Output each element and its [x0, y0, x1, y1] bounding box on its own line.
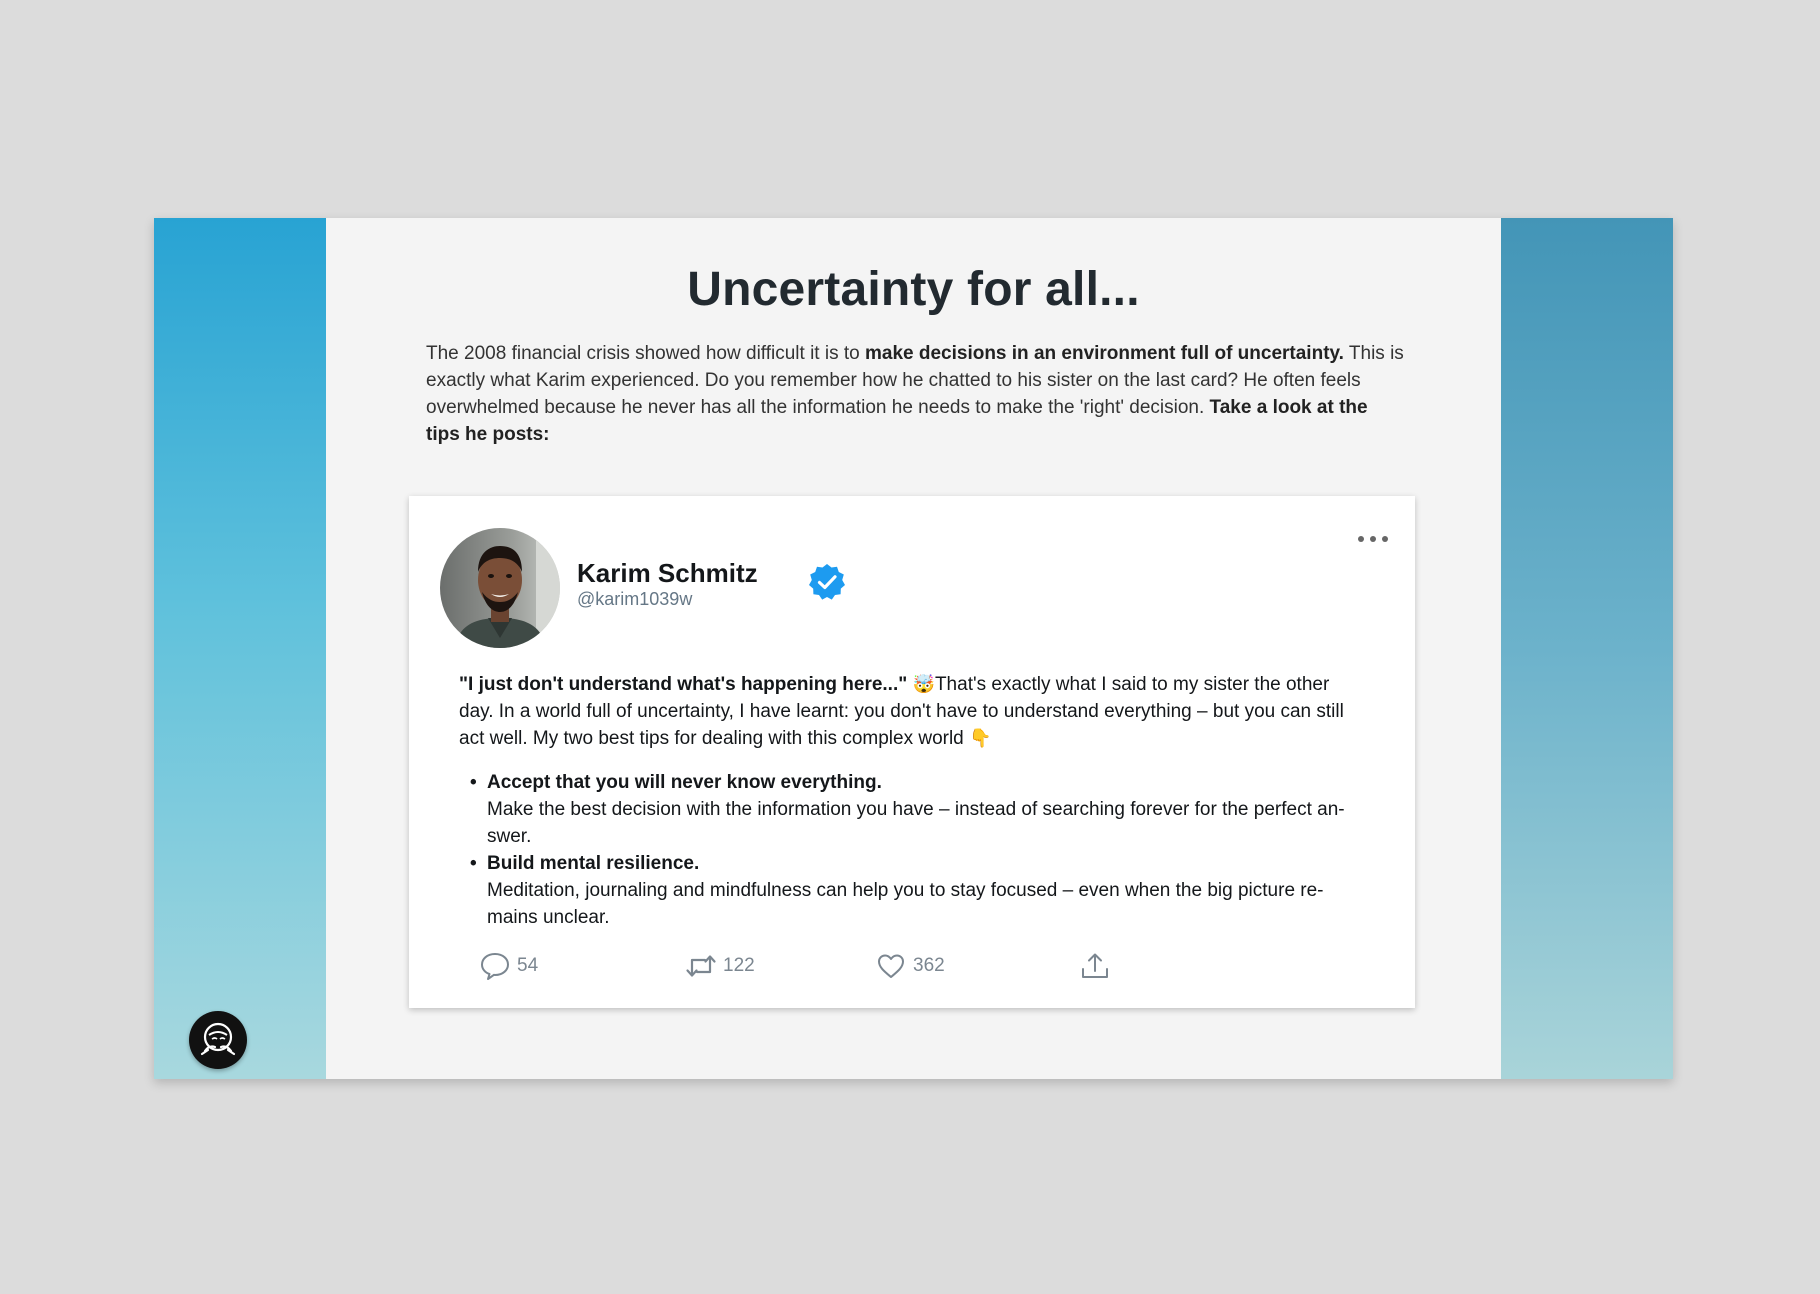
- share-button[interactable]: [1079, 951, 1117, 981]
- tip-text: Meditation, journaling and mindfulness can help you to stay focused – even when the big picture re-mains unclear.: [487, 880, 1324, 928]
- more-options-icon[interactable]: [1355, 532, 1391, 544]
- right-gradient-panel: [1501, 218, 1673, 1079]
- intro-bold-1: make decisions in an environment full of uncertainty.: [864, 343, 1344, 364]
- pointing-down-emoji: 👇: [969, 728, 992, 749]
- tweet-actions: [479, 951, 1179, 981]
- tips-list: [459, 769, 1369, 931]
- slide-frame: [154, 218, 1673, 1079]
- slide-content: [326, 218, 1501, 1079]
- list-item: [487, 850, 1369, 931]
- like-count: 362: [913, 955, 945, 976]
- like-button[interactable]: [875, 951, 945, 981]
- intro-paragraph: [426, 340, 1406, 448]
- tweet-quote: "I just don't understand what's happening here...": [459, 674, 908, 695]
- share-upload-icon: [1079, 951, 1111, 981]
- brand-logo-icon[interactable]: [189, 1011, 247, 1069]
- intro-text-1: The 2008 financial crisis showed how difficult it is to: [426, 343, 865, 364]
- intro-text-2: This is exactly what Karim experienced. Do you remember how he chatted to his sister on the last card? He often feels overwhelmed because he never has all the information he needs to make the 'right' decision.: [426, 343, 1404, 418]
- retweet-button[interactable]: [685, 951, 755, 981]
- comment-bubble-icon: [479, 951, 511, 981]
- tip-title: • Accept that you will never know everything.: [487, 772, 882, 793]
- intro-bold-2: Take a look at the tips he posts:: [426, 397, 1368, 445]
- tip-title: • Build mental resilience.: [487, 853, 700, 874]
- reply-count: 54: [517, 955, 539, 976]
- verified-badge-icon: [807, 562, 847, 602]
- list-item: [487, 769, 1369, 850]
- retweet-count: 122: [723, 955, 755, 976]
- author-handle[interactable]: @karim1039w: [577, 589, 693, 609]
- tweet-body: [459, 671, 1369, 931]
- tweet-card: [409, 496, 1415, 1008]
- tweet-text: That's exactly what I said to my sister the other day. In a world full of uncertainty, I have learnt: you don't have to understand everything – but you can still act well. My two best tips for dealing with this complex world: [459, 674, 1344, 749]
- retweet-icon: [685, 951, 717, 981]
- author-name[interactable]: Karim Schmitz: [577, 558, 758, 588]
- slide-title: Uncertainty for all...: [687, 263, 1140, 316]
- left-gradient-panel: [154, 218, 326, 1079]
- exploding-head-emoji: 🤯: [912, 674, 935, 695]
- reply-button[interactable]: [479, 951, 538, 981]
- avatar[interactable]: [440, 528, 560, 648]
- tip-text: Make the best decision with the information you have – instead of searching forever for the perfect an-swer.: [487, 799, 1345, 847]
- heart-icon: [875, 951, 907, 981]
- tweet-intro-text: [459, 671, 1369, 752]
